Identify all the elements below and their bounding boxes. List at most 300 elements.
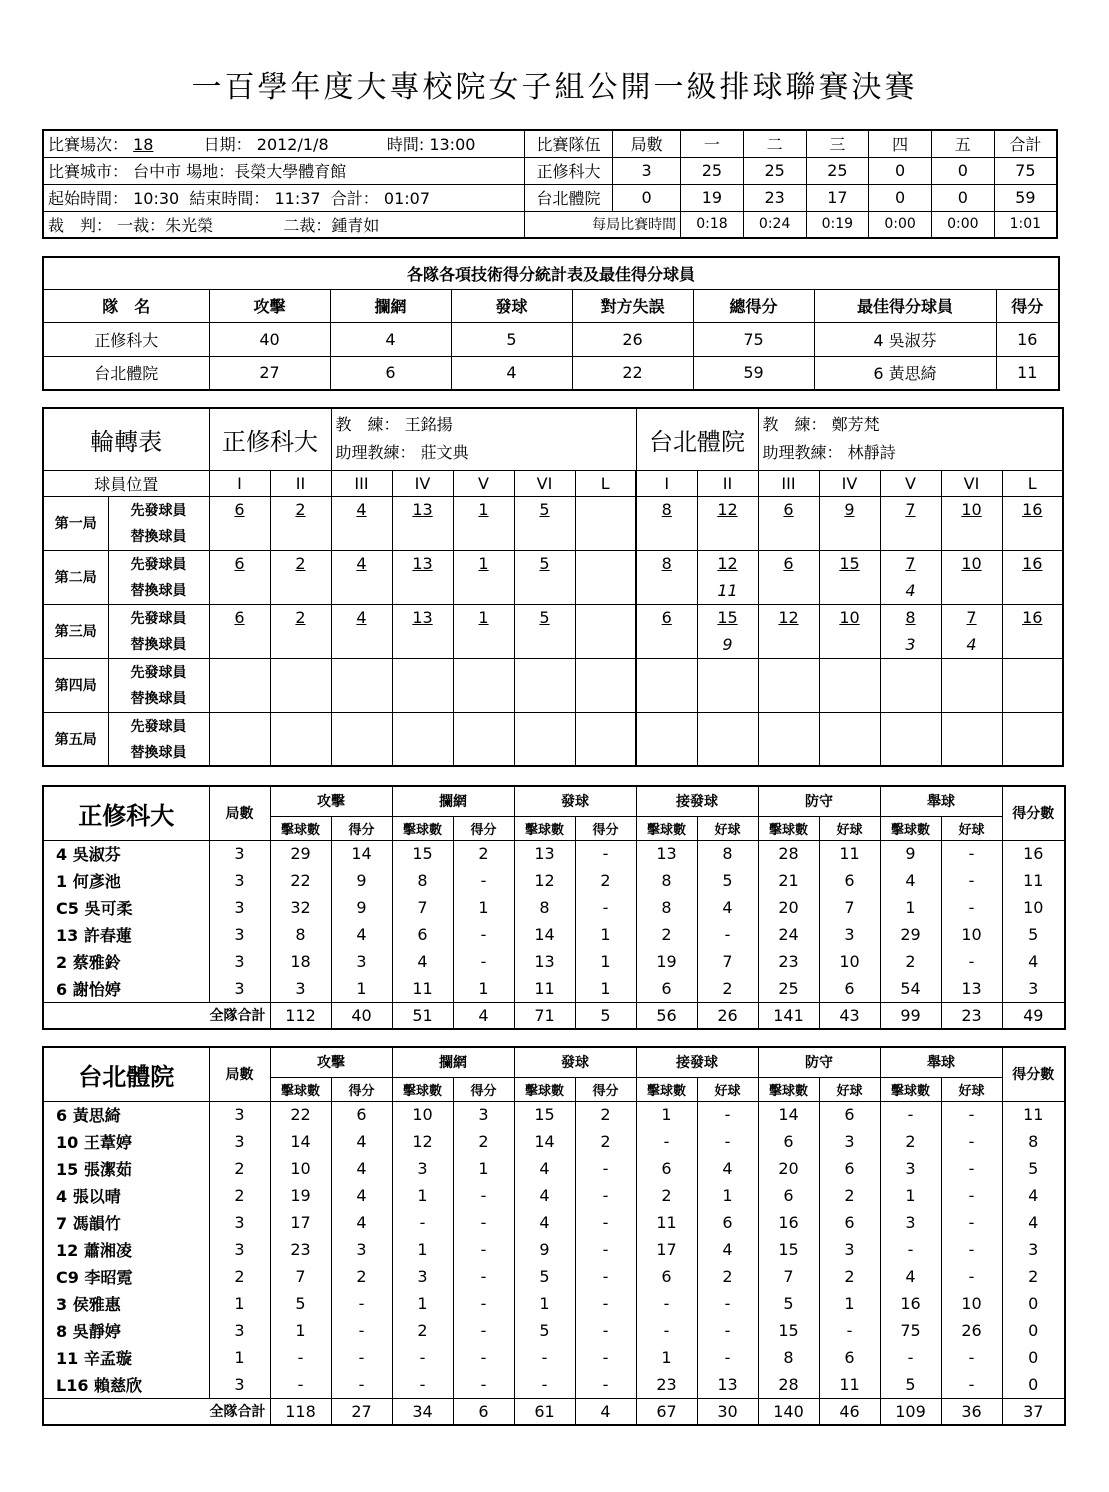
stat-group-header: 攻擊 <box>270 1047 392 1077</box>
starter-cell <box>575 712 636 739</box>
stat-cell: 5 <box>697 867 758 894</box>
stat-cell: 7 <box>758 1263 819 1290</box>
sub-cell <box>453 577 514 604</box>
total-cell: 56 <box>636 1002 697 1029</box>
sub-cell <box>697 523 758 550</box>
team-name: 台北體院 <box>43 1047 209 1101</box>
sub-cell <box>514 685 575 712</box>
stat-cell: 7 <box>392 894 453 921</box>
starter-cell <box>758 658 819 685</box>
stat-cell: 3 <box>880 1209 941 1236</box>
stat-cell: - <box>270 1344 331 1371</box>
stat-cell: 13 <box>941 975 1002 1002</box>
starter-cell <box>575 658 636 685</box>
stat-sub-header: 得分 <box>331 1077 392 1101</box>
stat-sub-header: 擊球數 <box>514 1077 575 1101</box>
starter-cell <box>575 496 636 523</box>
total-cell: 46 <box>819 1398 880 1425</box>
stat-cell: 1 <box>636 1344 697 1371</box>
stat-cell: - <box>514 1344 575 1371</box>
sub-cell <box>636 739 697 766</box>
rotation-sub-row <box>43 739 1063 766</box>
table-row <box>43 1236 1065 1263</box>
stat-cell: 6 <box>636 1155 697 1182</box>
stat-cell: - <box>453 1344 514 1371</box>
table-row <box>43 1128 1065 1155</box>
starter-cell: 2 <box>270 604 331 631</box>
stat-cell: - <box>392 1344 453 1371</box>
stat-cell: 4 <box>880 867 941 894</box>
stat-cell: - <box>575 1317 636 1344</box>
position-header: III <box>331 470 392 496</box>
sub-cell <box>209 631 270 658</box>
total-cell: 37 <box>1002 1398 1065 1425</box>
rotation-table <box>42 407 1064 767</box>
position-header: II <box>697 470 758 496</box>
stat-cell: 20 <box>758 894 819 921</box>
stat-cell: 16 <box>758 1209 819 1236</box>
tech-stats-title: 各隊各項技術得分統計表及最佳得分球員 <box>43 257 1059 289</box>
sub-label: 替換球員 <box>108 631 209 658</box>
match-info-table: 比賽場次： 18 日期： 2012/1/8 時間: 13:00 比賽隊伍 局數 一 二 三 四 五 合計 比賽城市： 台中市 場地：長榮大學體育館 正修科大 3 25 25 25 0 0 75 起始時間： 10:30 結束時間： 11:37 合計： 01:07 台北體院 0 19 23 17 0 0 59 裁 判： 一裁：朱光榮 二裁：鍾青如 每局比賽時間 0:18 0:24 0:19 0:00 0:00 1:01 <box>42 129 1058 239</box>
position-header: VI <box>941 470 1002 496</box>
stat-cell: 1 <box>575 975 636 1002</box>
stat-sub-header: 擊球數 <box>880 816 941 840</box>
stat-cell: 17 <box>270 1209 331 1236</box>
sub-cell <box>331 685 392 712</box>
stat-cell: 29 <box>880 921 941 948</box>
position-label: 球員位置 <box>43 470 209 496</box>
sub-cell <box>453 631 514 658</box>
stat-group-header: 防守 <box>758 786 880 816</box>
sub-cell <box>392 631 453 658</box>
sub-cell <box>514 523 575 550</box>
rotation-team1-coaches: 教 練： 王銘揚 助理教練： 莊文典 <box>331 408 636 470</box>
stat-cell: 4 <box>331 1209 392 1236</box>
stat-cell: 8 <box>758 1344 819 1371</box>
stat-cell: 13 <box>636 840 697 867</box>
stat-sub-header: 擊球數 <box>758 816 819 840</box>
team2-stats-table <box>42 1046 1066 1426</box>
stat-sub-header: 得分 <box>453 1077 514 1101</box>
stat-cell: 2 <box>1002 1263 1065 1290</box>
sub-cell <box>880 739 941 766</box>
starter-cell <box>575 550 636 577</box>
starter-cell: 10 <box>941 550 1002 577</box>
player-name: 8 吳靜婷 <box>43 1317 209 1344</box>
stat-cell: 11 <box>819 1371 880 1398</box>
stat-cell: 10 <box>270 1155 331 1182</box>
starter-cell: 15 <box>697 604 758 631</box>
stat-cell: 4 <box>1002 948 1065 975</box>
stat-cell: 7 <box>819 894 880 921</box>
stat-cell: 4 <box>697 894 758 921</box>
stat-sub-header: 好球 <box>697 1077 758 1101</box>
stat-cell: 10 <box>819 948 880 975</box>
sub-cell <box>819 523 880 550</box>
stat-cell: 12 <box>514 867 575 894</box>
stat-cell: 4 <box>697 1236 758 1263</box>
stat-cell: 6 <box>758 1128 819 1155</box>
stat-cell: 19 <box>270 1182 331 1209</box>
stat-cell: - <box>697 921 758 948</box>
stat-cell: - <box>636 1290 697 1317</box>
total-cell: 99 <box>880 1002 941 1029</box>
stat-cell: 5 <box>514 1317 575 1344</box>
stat-cell: 1 <box>331 975 392 1002</box>
sub-cell <box>819 577 880 604</box>
total-cell: 140 <box>758 1398 819 1425</box>
player-name: 6 黃思綺 <box>43 1101 209 1128</box>
sub-cell <box>514 631 575 658</box>
sub-cell <box>392 523 453 550</box>
stat-cell: 6 <box>819 1101 880 1128</box>
stat-cell: - <box>636 1128 697 1155</box>
stat-cell: - <box>636 1317 697 1344</box>
stat-cell: 1 <box>575 921 636 948</box>
stat-sub-header: 擊球數 <box>392 816 453 840</box>
stat-cell: 1 <box>636 1101 697 1128</box>
stat-sub-header: 擊球數 <box>758 1077 819 1101</box>
stat-cell: 15 <box>514 1101 575 1128</box>
stat-sub-header: 好球 <box>697 816 758 840</box>
total-cell: 4 <box>453 1002 514 1029</box>
stat-sub-header: 好球 <box>819 1077 880 1101</box>
sub-label: 替換球員 <box>108 577 209 604</box>
total-cell: 36 <box>941 1398 1002 1425</box>
rotation-title: 輪轉表 <box>43 408 209 470</box>
stat-cell: 14 <box>331 840 392 867</box>
team1-stats-table <box>42 785 1066 1030</box>
stat-cell: 1 <box>453 975 514 1002</box>
stat-cell: 6 <box>636 1263 697 1290</box>
stat-cell: 1 <box>392 1290 453 1317</box>
starter-cell: 4 <box>331 496 392 523</box>
rotation-team1: 正修科大 <box>209 408 331 470</box>
stat-cell: 14 <box>514 921 575 948</box>
total-cell: 40 <box>331 1002 392 1029</box>
stat-cell: - <box>453 867 514 894</box>
starter-cell: 7 <box>880 550 941 577</box>
sub-cell: 4 <box>880 577 941 604</box>
total-cell: 49 <box>1002 1002 1065 1029</box>
stat-cell: 8 <box>392 867 453 894</box>
starter-cell: 6 <box>209 496 270 523</box>
stat-cell: 5 <box>1002 1155 1065 1182</box>
sub-cell <box>270 577 331 604</box>
player-name: 4 吳淑芬 <box>43 840 209 867</box>
stat-cell: 6 <box>392 921 453 948</box>
starter-cell <box>941 712 1002 739</box>
starter-label: 先發球員 <box>108 604 209 631</box>
position-header: III <box>758 470 819 496</box>
starter-cell: 2 <box>270 550 331 577</box>
sub-label: 替換球員 <box>108 523 209 550</box>
stat-cell: 8 <box>270 921 331 948</box>
match-no: 18 <box>133 135 154 155</box>
stat-cell: 10 <box>941 1290 1002 1317</box>
stat-cell: 13 <box>697 1371 758 1398</box>
stat-cell: 3 <box>819 1128 880 1155</box>
stat-cell: 11 <box>1002 1101 1065 1128</box>
stat-cell: 3 <box>209 1209 270 1236</box>
sub-cell <box>941 577 1002 604</box>
starter-cell <box>453 712 514 739</box>
stat-cell: 6 <box>819 1344 880 1371</box>
starter-cell: 4 <box>331 604 392 631</box>
match-venue: 長榮大學體育館 <box>234 162 347 181</box>
stat-cell: - <box>941 894 1002 921</box>
stat-cell: 1 <box>392 1236 453 1263</box>
sub-cell <box>575 685 636 712</box>
starter-cell <box>819 658 880 685</box>
total-cell: 4 <box>575 1398 636 1425</box>
starter-cell <box>1002 658 1063 685</box>
stat-cell: 2 <box>575 1101 636 1128</box>
table-row <box>43 1101 1065 1128</box>
stat-cell: 17 <box>636 1236 697 1263</box>
stat-cell: 5 <box>514 1263 575 1290</box>
stat-cell: - <box>880 1236 941 1263</box>
starter-label: 先發球員 <box>108 712 209 739</box>
total-cell: 34 <box>392 1398 453 1425</box>
table-row <box>43 921 1065 948</box>
stat-cell: 3 <box>209 975 270 1002</box>
starter-cell: 6 <box>758 550 819 577</box>
stat-cell: 8 <box>636 867 697 894</box>
match-city: 台中市 <box>133 162 182 181</box>
total-cell: 51 <box>392 1002 453 1029</box>
stat-cell: - <box>575 894 636 921</box>
starter-label: 先發球員 <box>108 550 209 577</box>
stat-cell: 23 <box>758 948 819 975</box>
stat-cell: 4 <box>331 921 392 948</box>
sub-cell <box>331 631 392 658</box>
stat-cell: 16 <box>880 1290 941 1317</box>
stat-cell: 12 <box>392 1128 453 1155</box>
stat-cell: 13 <box>514 948 575 975</box>
rotation-sub-row <box>43 577 1063 604</box>
starter-cell <box>209 658 270 685</box>
stat-cell: 4 <box>697 1155 758 1182</box>
sub-cell <box>514 739 575 766</box>
stat-cell: 3 <box>453 1101 514 1128</box>
stat-cell: 3 <box>209 1317 270 1344</box>
match-venue-cell: 比賽城市： 台中市 場地：長榮大學體育館 <box>43 157 524 184</box>
stat-cell: 4 <box>1002 1182 1065 1209</box>
stat-cell: 8 <box>514 894 575 921</box>
player-name: 2 蔡雅鈴 <box>43 948 209 975</box>
rotation-sub-row <box>43 523 1063 550</box>
stat-cell: - <box>575 1155 636 1182</box>
sub-cell <box>575 523 636 550</box>
stat-sub-header: 擊球數 <box>392 1077 453 1101</box>
stat-cell: - <box>453 1209 514 1236</box>
stat-cell: 5 <box>270 1290 331 1317</box>
stat-cell: 23 <box>270 1236 331 1263</box>
stat-cell: 11 <box>819 840 880 867</box>
starter-cell <box>880 658 941 685</box>
starter-cell: 16 <box>1002 604 1063 631</box>
position-header: I <box>636 470 697 496</box>
stat-cell: 26 <box>941 1317 1002 1344</box>
stat-sub-header: 擊球數 <box>636 816 697 840</box>
sets-header: 局數 <box>209 786 270 840</box>
starter-cell: 5 <box>514 550 575 577</box>
starter-cell: 8 <box>636 550 697 577</box>
starter-cell: 8 <box>636 496 697 523</box>
score-row-team2: 台北體院 <box>524 184 612 211</box>
stat-cell: 0 <box>1002 1290 1065 1317</box>
stat-cell: 3 <box>331 1236 392 1263</box>
stat-sub-header: 得分 <box>453 816 514 840</box>
starter-cell: 6 <box>636 604 697 631</box>
stat-cell: - <box>453 921 514 948</box>
stat-group-header: 接發球 <box>636 1047 758 1077</box>
sub-cell <box>453 685 514 712</box>
stat-cell: 4 <box>331 1128 392 1155</box>
table-row <box>43 1209 1065 1236</box>
starter-cell: 1 <box>453 496 514 523</box>
stat-cell: 4 <box>514 1209 575 1236</box>
table-row <box>43 1344 1065 1371</box>
stat-cell: - <box>392 1209 453 1236</box>
sub-cell <box>575 577 636 604</box>
stat-cell: 3 <box>819 1236 880 1263</box>
total-label: 全隊合計 <box>43 1398 270 1425</box>
starter-cell <box>331 658 392 685</box>
sub-cell <box>209 685 270 712</box>
stat-cell: - <box>331 1317 392 1344</box>
starter-cell <box>514 658 575 685</box>
stat-cell: - <box>941 1155 1002 1182</box>
stat-cell: 13 <box>514 840 575 867</box>
stat-cell: - <box>514 1371 575 1398</box>
starter-cell <box>270 712 331 739</box>
sub-cell <box>392 685 453 712</box>
stat-cell: 32 <box>270 894 331 921</box>
points-header: 得分數 <box>1002 786 1065 840</box>
starter-cell: 7 <box>941 604 1002 631</box>
rotation-set-row <box>43 658 1063 685</box>
rotation-set-row <box>43 550 1063 577</box>
sub-cell <box>392 739 453 766</box>
sub-cell <box>758 523 819 550</box>
stat-cell: 5 <box>758 1290 819 1317</box>
table-row <box>43 1182 1065 1209</box>
total-cell: 112 <box>270 1002 331 1029</box>
sub-cell: 11 <box>697 577 758 604</box>
total-cell: 43 <box>819 1002 880 1029</box>
player-name: 4 張以晴 <box>43 1182 209 1209</box>
stat-cell: 3 <box>209 948 270 975</box>
stat-cell: 1 <box>819 1290 880 1317</box>
table-row <box>43 1290 1065 1317</box>
player-name: 13 許春蓮 <box>43 921 209 948</box>
stat-cell: - <box>575 840 636 867</box>
sub-cell <box>392 577 453 604</box>
sub-cell <box>270 685 331 712</box>
starter-label: 先發球員 <box>108 496 209 523</box>
starter-cell <box>880 712 941 739</box>
set-label: 第二局 <box>43 550 108 604</box>
stat-cell: 5 <box>1002 921 1065 948</box>
stat-cell: 25 <box>758 975 819 1002</box>
stat-cell: 14 <box>270 1128 331 1155</box>
starter-cell: 15 <box>819 550 880 577</box>
starter-cell: 16 <box>1002 550 1063 577</box>
starter-cell: 12 <box>697 550 758 577</box>
stat-cell: 4 <box>880 1263 941 1290</box>
stat-cell: - <box>941 1182 1002 1209</box>
rotation-sub-row <box>43 685 1063 712</box>
sub-cell <box>209 577 270 604</box>
stat-cell: - <box>392 1371 453 1398</box>
stat-cell: 6 <box>697 1209 758 1236</box>
stat-cell: 1 <box>209 1344 270 1371</box>
starter-cell: 13 <box>392 550 453 577</box>
stat-group-header: 發球 <box>514 786 636 816</box>
stat-cell: 2 <box>331 1263 392 1290</box>
stat-cell: 3 <box>209 1236 270 1263</box>
stat-cell: 3 <box>209 867 270 894</box>
stat-cell: - <box>575 1263 636 1290</box>
stat-cell: 3 <box>209 894 270 921</box>
stat-cell: 54 <box>880 975 941 1002</box>
stat-cell: 15 <box>758 1236 819 1263</box>
stat-cell: 2 <box>697 975 758 1002</box>
stat-cell: - <box>453 948 514 975</box>
stat-cell: 2 <box>880 1128 941 1155</box>
table-row: 台北體院 27 6 4 22 59 6 黃思綺 11 <box>43 356 1059 390</box>
player-name: 1 何彥池 <box>43 867 209 894</box>
stat-cell: 2 <box>453 1128 514 1155</box>
stat-cell: 28 <box>758 840 819 867</box>
stat-cell: 3 <box>880 1155 941 1182</box>
sub-cell <box>331 523 392 550</box>
table-row <box>43 975 1065 1002</box>
stat-cell: 11 <box>636 1209 697 1236</box>
stat-cell: - <box>941 948 1002 975</box>
stat-cell: 1 <box>880 1182 941 1209</box>
stat-cell: 22 <box>270 1101 331 1128</box>
stat-cell: - <box>453 1263 514 1290</box>
sub-cell <box>1002 685 1063 712</box>
starter-cell: 13 <box>392 496 453 523</box>
starter-cell <box>697 712 758 739</box>
stat-cell: - <box>697 1128 758 1155</box>
starter-cell: 4 <box>331 550 392 577</box>
stat-sub-header: 擊球數 <box>514 816 575 840</box>
stat-cell: 14 <box>514 1128 575 1155</box>
stat-cell: - <box>697 1290 758 1317</box>
stat-cell: 9 <box>331 867 392 894</box>
total-cell: 6 <box>453 1398 514 1425</box>
sub-cell <box>697 685 758 712</box>
stat-sub-header: 得分 <box>575 816 636 840</box>
player-name: 6 謝怡婷 <box>43 975 209 1002</box>
stat-cell: - <box>453 1236 514 1263</box>
sub-cell <box>941 685 1002 712</box>
sub-cell <box>1002 631 1063 658</box>
sub-cell <box>209 739 270 766</box>
stat-cell: 18 <box>270 948 331 975</box>
stat-cell: 24 <box>758 921 819 948</box>
stat-cell: - <box>270 1371 331 1398</box>
stat-sub-header: 擊球數 <box>636 1077 697 1101</box>
starter-cell: 12 <box>758 604 819 631</box>
stat-cell: 3 <box>1002 1236 1065 1263</box>
